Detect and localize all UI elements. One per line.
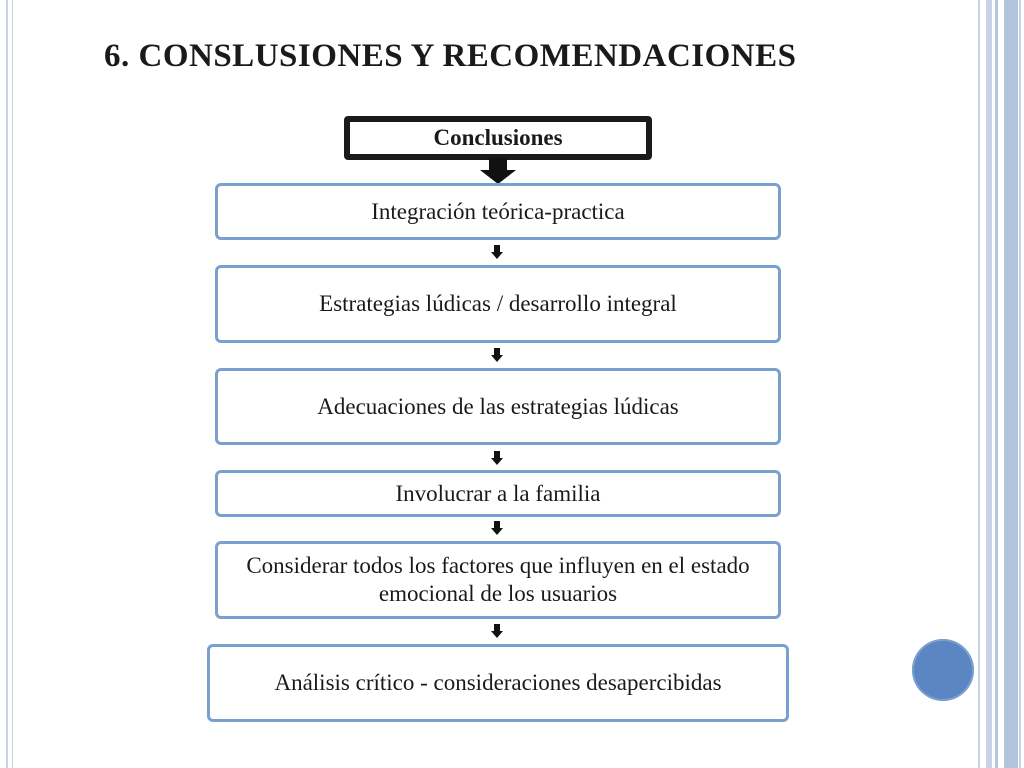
step-label: Considerar todos los factores que influyen en el estado emocional de los usuarios <box>246 553 750 606</box>
header-arrow-icon <box>480 158 516 184</box>
step-box-5 <box>215 541 781 619</box>
step-box-1 <box>215 183 781 240</box>
conclusiones-header-box <box>344 116 652 160</box>
slide-title: 6. CONSLUSIONES Y RECOMENDACIONES <box>104 38 797 74</box>
conclusiones-header-label: Conclusiones <box>433 125 563 150</box>
right-stripe <box>1004 0 1018 768</box>
step-box-4 <box>215 470 781 517</box>
down-arrow-icon <box>491 624 503 638</box>
decorative-circle <box>912 639 974 701</box>
step-box-2 <box>215 265 781 343</box>
step-box-3 <box>215 368 781 445</box>
down-arrow-icon <box>491 521 503 535</box>
left-border-line <box>12 0 13 768</box>
down-arrow-icon <box>491 348 503 362</box>
left-border-line <box>6 0 8 768</box>
right-stripe <box>1019 0 1021 768</box>
step-label: Integración teórica-practica <box>371 198 625 224</box>
step-label: Análisis crítico - consideraciones desapercibidas <box>274 670 722 696</box>
right-stripe <box>995 0 998 768</box>
right-stripe <box>978 0 980 768</box>
step-box-6 <box>207 644 789 722</box>
step-label: Estrategias lúdicas / desarrollo integral <box>319 291 677 317</box>
right-stripe <box>986 0 992 768</box>
step-label: Involucrar a la familia <box>395 480 601 506</box>
down-arrow-icon <box>491 451 503 465</box>
step-label: Adecuaciones de las estrategias lúdicas <box>317 393 679 419</box>
down-arrow-icon <box>491 245 503 259</box>
